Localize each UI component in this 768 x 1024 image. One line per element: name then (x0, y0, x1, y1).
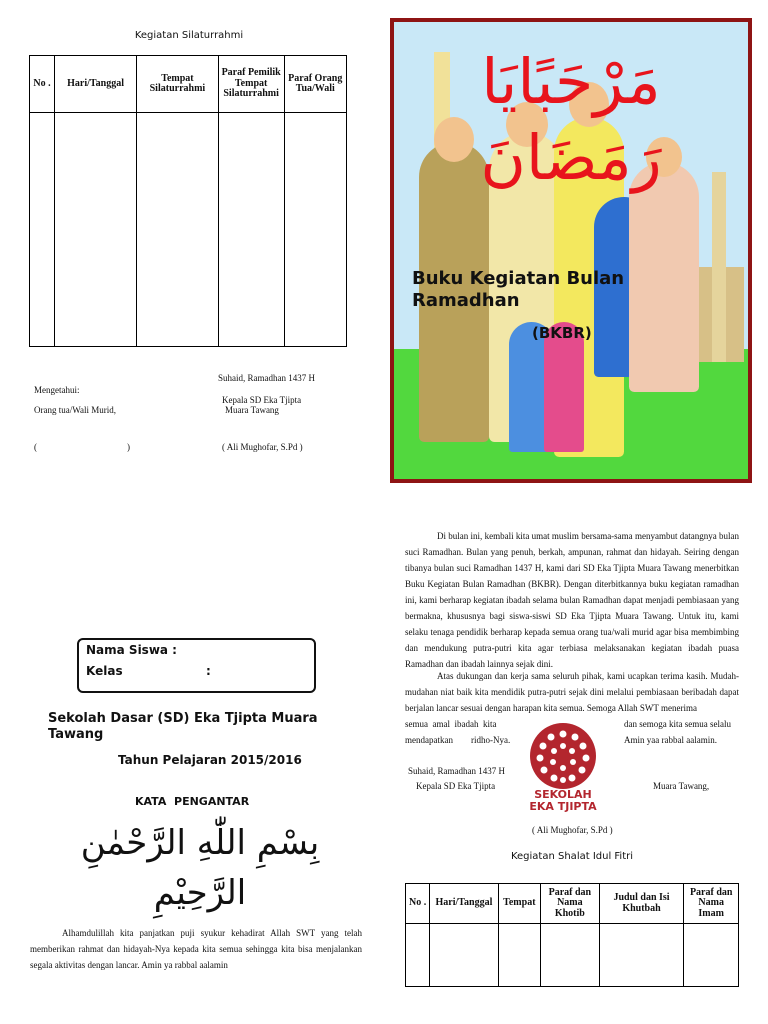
student-class-label: Kelas (86, 664, 123, 678)
principal-title-2: Muara Tawang (225, 405, 279, 415)
book-cover (390, 18, 752, 483)
logo-text-2: EKA TJIPTA (529, 800, 597, 813)
student-name-label: Nama Siswa : (86, 643, 177, 657)
basmala: بِسْمِ اللّٰهِ الرَّحْمٰنِ الرَّحِيْمِ (80, 823, 320, 913)
table-header: Paraf dan Nama Khotib (541, 884, 600, 924)
silaturrahmi-title: Kegiatan Silaturrahmi (134, 30, 244, 41)
student-info-box (77, 638, 316, 693)
silaturrahmi-table (29, 55, 347, 347)
cover-title: Buku Kegiatan Bulan Ramadhan (412, 268, 625, 311)
foreword-title: KATA PENGANTAR (135, 795, 250, 808)
table-header: No . (30, 56, 55, 113)
principal-title-left: Kepala SD Eka Tjipta (416, 781, 496, 791)
idulfitri-title: Kegiatan Shalat Idul Fitri (510, 851, 634, 862)
closing-right-2: Amin yaa rabbal aalamin. (624, 735, 717, 745)
principal-name-2: ( Ali Mughofar, S.Pd ) (532, 825, 613, 835)
foreword-paragraph: Alhamdulillah kita panjatkan puji syukur kehadirat Allah SWT yang telah memberikan rahmat dan hidayah-Nya kepada kita semua sehingga kita bisa menjalankan segala aktivitas dengan lancar. Amin ya rabbal aalamin (30, 928, 362, 970)
idulfitri-table (405, 883, 739, 987)
parent-label: Orang tua/Wali Murid, (34, 405, 117, 415)
table-header: Tempat (498, 884, 540, 924)
table-header: Paraf dan Nama Imam (684, 884, 739, 924)
foreword-paragraph-1: Di bulan ini, kembali kita umat muslim bersama-sama menyambut datangnya bulan suci Ramadhan. Bulan yang penuh, berkah, ampunan, rahmat dan hidayah. Seiring dengan tibanya bulan suci Ramadhan 1437 H, kami dari SD Eka Tjipta Muara Tawang menerbitkan Buku Kegiatan Bulan Ramadhan (BKBR). Dengan diterbitkannya buku kegiatan ramadhan ini, kami berharap kegiatan ibadah selama bulan Ramadhan dapat menjadi pembiasaan yang bermakna, khususnya bagi siswa-siswi SD Eka Tjipta Muara Tawang. Untuk itu, kami selaku tenaga pendidik berharap kepada semua orang tua/wali murid agar bisa membimbing dan mendukung putra-putri kita agar terbiasa melaksanakan kegiatan ibadah puasa Ramadhan dan ibadah lainnya sejak dini. (405, 531, 739, 669)
logo-text-1: SEKOLAH (534, 788, 592, 801)
school-name: Sekolah Dasar (SD) Eka Tjipta Muara Tawang (48, 711, 318, 742)
table-header: Paraf Orang Tua/Wali (284, 56, 347, 113)
table-header: Paraf Pemilik Tempat Silaturrahmi (218, 56, 284, 113)
closing-left-2: mendapatkan ridho-Nya. (405, 735, 511, 745)
school-year: Tahun Pelajaran 2015/2016 (118, 753, 302, 767)
table-header: Hari/Tanggal (430, 884, 498, 924)
table-row (30, 113, 347, 347)
place-date-2: Suhaid, Ramadhan 1437 H (408, 766, 505, 776)
table-header: Judul dan Isi Khutbah (599, 884, 684, 924)
parent-signature-blank: ( ) (34, 442, 130, 452)
cover-abbr: (BKBR) (532, 324, 592, 342)
principal-title: Kepala SD Eka Tjipta (222, 395, 302, 405)
table-header: No . (406, 884, 430, 924)
table-header: Tempat Silaturrahmi (137, 56, 219, 113)
foreword-paragraph-2: Atas dukungan dan kerja sama seluruh pihak, kami ucapkan terima kasih. Mudah-mudahan niat baik kita mendidik putra-putri sejak dini melalui pembiasaan beribadah dapat berjalan lancar sesuai dengan harapan kita semua. Semoga Allah SWT menerima (405, 671, 739, 713)
principal-name: ( Ali Mughofar, S.Pd ) (222, 442, 303, 452)
principal-title-right: Muara Tawang, (653, 781, 710, 791)
place-date: Suhaid, Ramadhan 1437 H (218, 373, 315, 383)
closing-right-1: dan semoga kita semua selalu (624, 719, 731, 729)
table-row (406, 924, 739, 987)
closing-left-1: semua amal ibadah kita (405, 719, 497, 729)
student-class-colon: : (206, 664, 211, 678)
school-logo (512, 722, 614, 818)
mengetahui-label: Mengetahui: (34, 385, 80, 395)
table-header: Hari/Tanggal (55, 56, 137, 113)
cover-arabic-marhaban: مَرْحَبًايَا رَمَضَانَ (480, 45, 662, 194)
